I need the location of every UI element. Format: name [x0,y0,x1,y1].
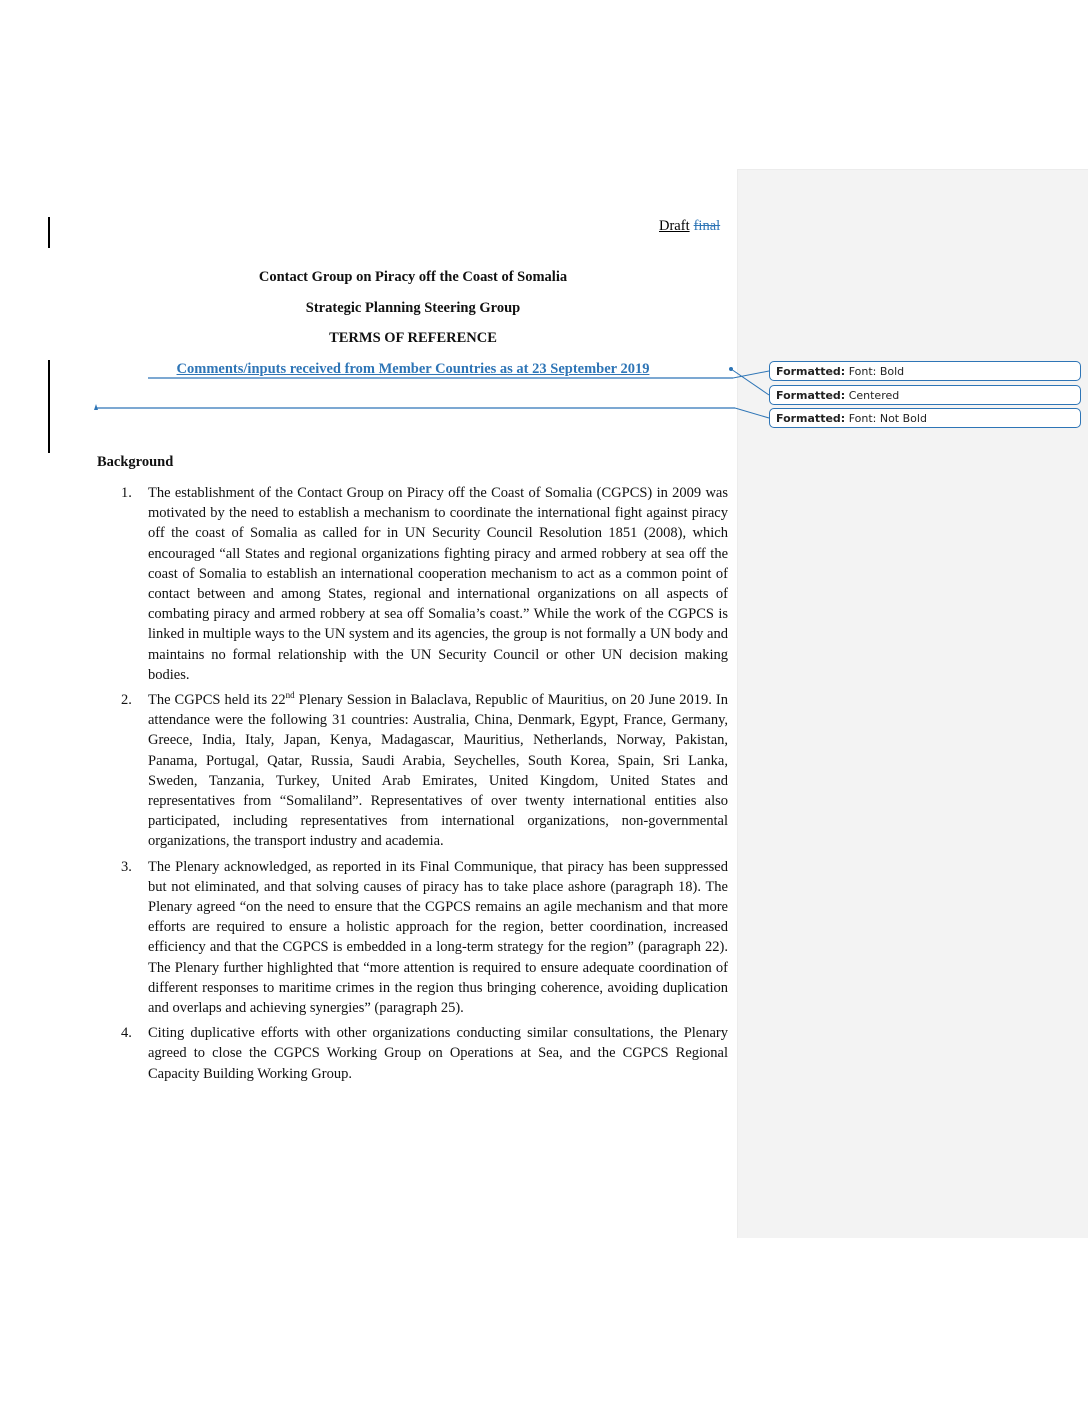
inserted-subtitle: Comments/inputs received from Member Countries as at 23 September 2019 [176,361,650,377]
paragraph-text: The CGPCS held its 22nd Plenary Session in Balaclava, Republic of Mauritius, on 20 June 2019. In attendance were the following 31 countries: Australia, China, Denmark, Egypt, France, Germany, Greece, India, Italy, Japan, Kenya, Madagascar, Mauritius, Netherlands, Norway, Pakistan, Panama, Portugal, Qatar, Russia, Saudi Arabia, Seychelles, South Korea, Spain, Sri Lanka, Sweden, Tanzania, Turkey, United Arab Emirates, United Kingdom, United States and representatives from “Somaliland”. Representatives of over twenty international entities also participated, including representatives from international organizations, non-governmental organizations, the transport industry and academia. [148,690,728,850]
paragraph-number: 2. [121,692,132,709]
anchor-marker [94,404,98,410]
paragraph-number: 4. [121,1025,132,1042]
paragraph [97,1023,728,1084]
doc-title: Contact Group on Piracy off the Coast of Somalia [258,269,568,285]
comment-bubble[interactable]: Formatted: Centered [769,385,1081,405]
paragraph [97,483,728,685]
comment-bubble[interactable]: Formatted: Font: Bold [769,361,1081,381]
anchor-dot [729,367,733,371]
paragraph-text: The establishment of the Contact Group on Piracy off the Coast of Somalia (CGPCS) in 2009 was motivated by the need to establish a mechanism to coordinate the international fight against piracy off the coast of Somalia as called for in UN Security Council Resolution 1851 (2008), which encouraged “all States and regional organizations fighting piracy and armed robbery at sea off the coast of Somalia to establish an international cooperation mechanism to act as a common point of contact between and among States, regional and international organizations on all aspects of combating piracy and armed robbery at sea off Somalia’s coast.” While the work of the CGPCS is linked in multiple ways to the UN system and its agencies, the group is not formally a UN body and maintains no formal relationship with the UN Security Council or other UN decision making bodies. [148,485,728,683]
comment-bubble[interactable]: Formatted: Font: Not Bold [769,408,1081,428]
paragraph [97,857,728,1019]
paragraph-list [97,483,728,1089]
deleted-text: final [693,218,721,234]
paragraph-text: Citing duplicative efforts with other organizations conducting similar consultations, the Plenary agreed to close the CGPCS Working Group on Operations at Sea, and the CGPCS Regional Capacity Building Working Group. [148,1025,728,1082]
paragraph [97,690,728,852]
draft-label: Draft [659,218,690,234]
connector-line [731,369,769,395]
paragraph-text: The Plenary acknowledged, as reported in its Final Communique, that piracy has been suppressed but not eliminated, and that solving causes of piracy has to take place ashore (paragraph 18). The Plenary agreed “on the need to ensure that the CGPCS remains an agile mechanism and that more efforts are required to ensure a holistic approach for the region, better coordination, increased efficiency and that the CGPCS is embedded in a long-term strategy for the region” (paragraph 22). The Plenary further highlighted that “more attention is required to ensure adequate coordination of different responses to maritime crimes in the region thus bringing coherence, avoiding duplication and overlaps and achieving synergies” (paragraph 25). [148,858,728,1017]
paragraph-number: 1. [121,485,132,501]
doc-subtitle: Strategic Planning Steering Group [305,300,521,316]
connector-line [735,408,769,418]
paragraph-number: 3. [121,858,132,875]
doc-type: TERMS OF REFERENCE [329,330,497,346]
section-heading: Background [97,454,174,470]
